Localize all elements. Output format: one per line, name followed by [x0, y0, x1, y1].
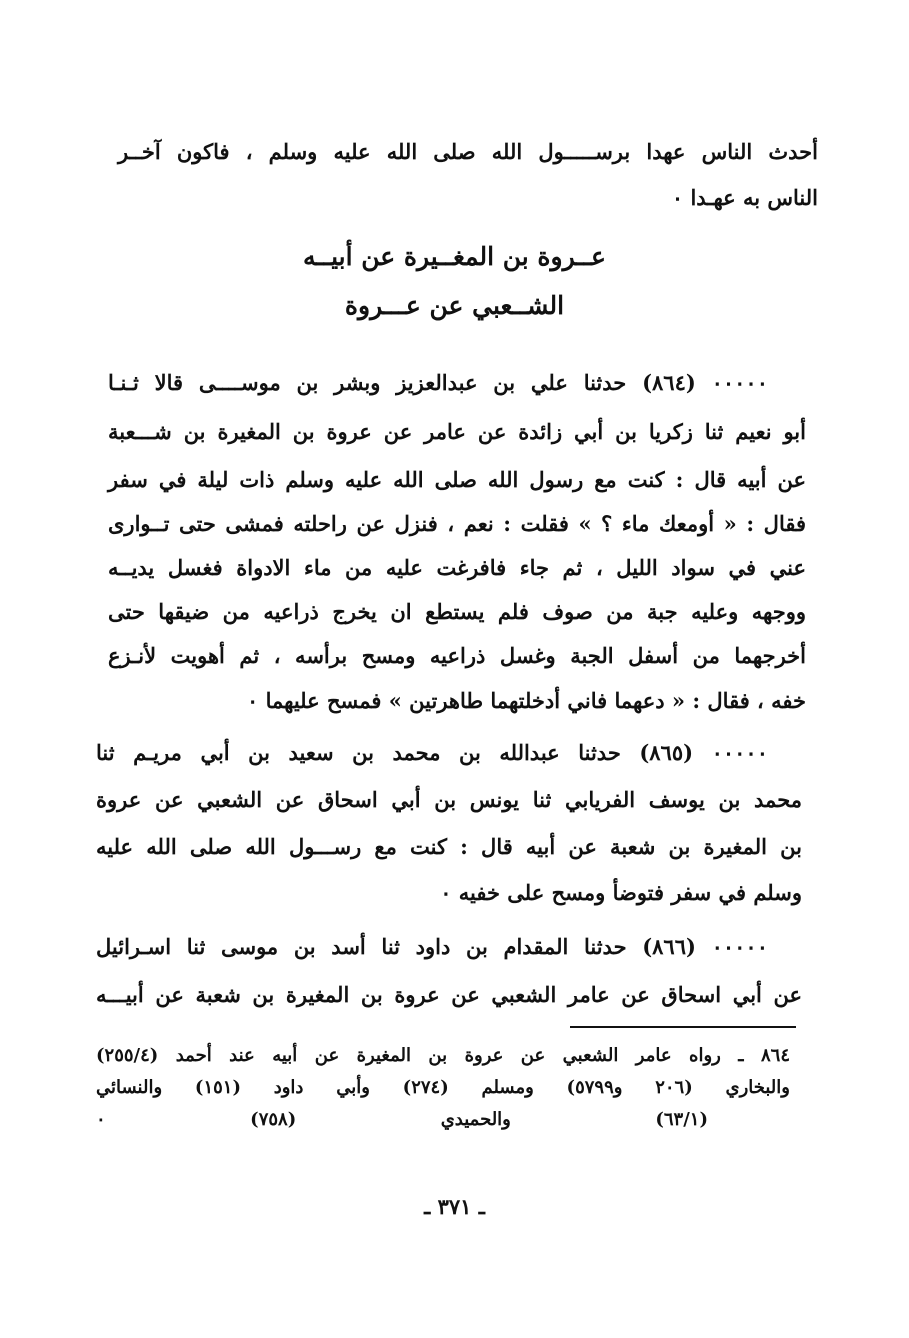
- hadith-864-line-1: ٠٠٠٠٠ (٨٦٤) حدثنا علي بن عبدالعزيز وبشر بن موســــى قالا ثـنـا: [108, 370, 768, 395]
- hadith-865-line-3: بن المغيرة بن شعبة عن أبيه قال : كنت مع رســـول الله صلى الله عليه: [96, 834, 802, 859]
- section-subheading: الشــعبي عن عـــروة: [344, 291, 565, 320]
- intro-line-2: الناس به عهـدا ٠: [671, 185, 818, 210]
- hadith-866-line-1: ٠٠٠٠٠ (٨٦٦) حدثنا المقدام بن داود ثنا أسد بن موسى ثنا اسـرائيل: [96, 934, 768, 959]
- footnote-line-1: ٨٦٤ ـ رواه عامر الشعبي عن عروة بن المغيرة عن أبيه عند أحمد (٢٥٥/٤): [96, 1045, 790, 1066]
- footnote-line-2: والبخاري (٢٠٦ و٥٧٩٩) ومسلم (٢٧٤) وأبي داود (١٥١) والنسائي: [96, 1077, 790, 1098]
- hadith-864-line-3: عن أبيه قال : كنت مع رسول الله صلى الله عليه وسلم ذات ليلة في سفر: [108, 467, 806, 492]
- hadith-864-line-8: خفه ، فقال : « دعهما فاني أدخلتهما طاهرتين » فمسح عليهما ٠: [247, 688, 806, 713]
- hadith-865-line-4: وسلم في سفر فتوضأ ومسح على خفيه ٠: [440, 880, 802, 905]
- hadith-864-line-2: أبو نعيم ثنا زكريا بن أبي زائدة عن عامر عن عروة بن المغيرة بن شـــعبة: [108, 419, 806, 444]
- hadith-864-line-7: أخرجهما من أسفل الجبة وغسل ذراعيه ومسح برأسه ، ثم أهويت لأنـزع: [108, 643, 806, 668]
- page-number: ـ ٣٧١ ـ: [424, 1194, 485, 1219]
- hadith-864-line-6: ووجهه وعليه جبة من صوف فلم يستطع ان يخرج ذراعيه من ضيقها حتى: [108, 599, 806, 624]
- hadith-865-line-2: محمد بن يوسف الفريابي ثنا يونس بن أبي اسحاق عن الشعبي عن عروة: [96, 787, 802, 812]
- hadith-866-line-2: عن أبي اسحاق عن عامر الشعبي عن عروة بن المغيرة بن شعبة عن أبيـــه: [96, 982, 802, 1007]
- hadith-865-line-1: ٠٠٠٠٠ (٨٦٥) حدثنا عبدالله بن محمد بن سعيد بن أبي مريـم ثنا: [96, 740, 768, 765]
- section-heading: عــروة بن المغــيرة عن أبيــه: [303, 242, 606, 271]
- hadith-864-line-4: فقال : « أومعك ماء ؟ » فقلت : نعم ، فنزل عن راحلته فمشى حتى تــوارى: [108, 511, 806, 536]
- footnote-separator: [570, 1026, 796, 1028]
- intro-line-1: أحدث الناس عهدا برســـــول الله صلى الله عليه وسلم ، فاكون آخــر: [118, 139, 818, 164]
- footnote-line-3: (٦٣/١) والحميدي (٧٥٨) ٠: [96, 1109, 708, 1130]
- hadith-864-line-5: عني في سواد الليل ، ثم جاء فافرغت عليه من ماء الادواة فغسل يديــه: [108, 555, 806, 580]
